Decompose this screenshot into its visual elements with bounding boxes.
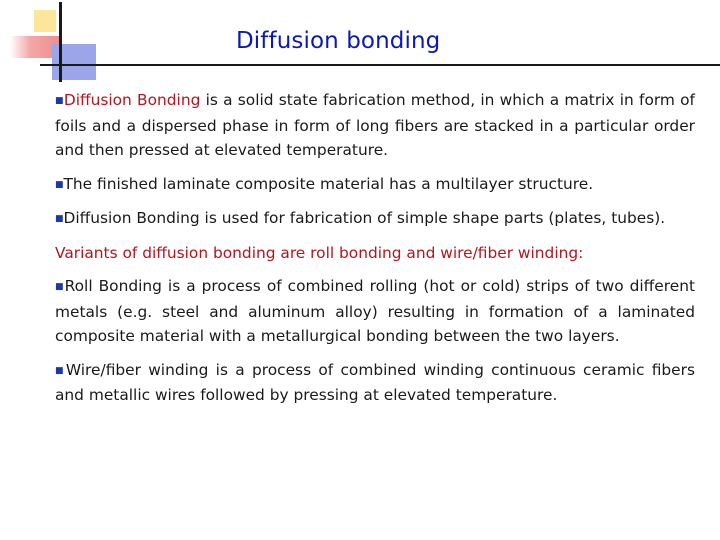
decor-horizontal-line — [40, 64, 720, 66]
paragraph-text: is a solid state fabrication method, in which a matrix in form of foils and a dispersed phase in form of long fibers are stacked in a particular order and then pressed at elevated temperature. — [55, 91, 695, 159]
paragraph-multilayer-structure — [55, 172, 695, 198]
slide-title: Diffusion bonding — [236, 28, 441, 54]
decor-square-yellow — [34, 10, 56, 32]
bullet-icon: ■ — [55, 365, 66, 376]
bullet-icon: ■ — [55, 179, 64, 190]
paragraph-text: Wire/fiber winding is a process of combined winding continuous ceramic fibers and metallic wires followed by pressing at elevated temperature. — [55, 360, 695, 404]
paragraph-wire-fiber-winding — [55, 358, 695, 408]
paragraph-text: Roll Bonding is a process of combined rolling (hot or cold) strips of two different metals (e.g. steel and aluminum alloy) resulting in formation of a laminated composite material with a metallurgical bonding between the two layers. — [55, 277, 695, 345]
slide-body — [55, 88, 695, 417]
paragraph-text: The finished laminate composite material has a multilayer structure. — [63, 174, 594, 193]
decor-vertical-line — [59, 2, 62, 82]
bullet-icon: ■ — [55, 96, 64, 106]
paragraph-diffusion-bonding-definition — [55, 88, 695, 163]
paragraph-simple-shape-parts — [55, 206, 695, 232]
paragraph-text: Diffusion Bonding is used for fabrication of simple shape parts (plates, tubes). — [63, 209, 666, 227]
paragraph-roll-bonding — [55, 274, 695, 349]
paragraph-variants-heading: Variants of diffusion bonding are roll bonding and wire/fiber winding: — [55, 243, 584, 262]
highlighted-term: Diffusion Bonding — [63, 91, 201, 109]
bullet-icon: ■ — [55, 214, 64, 224]
bullet-icon: ■ — [55, 282, 65, 292]
